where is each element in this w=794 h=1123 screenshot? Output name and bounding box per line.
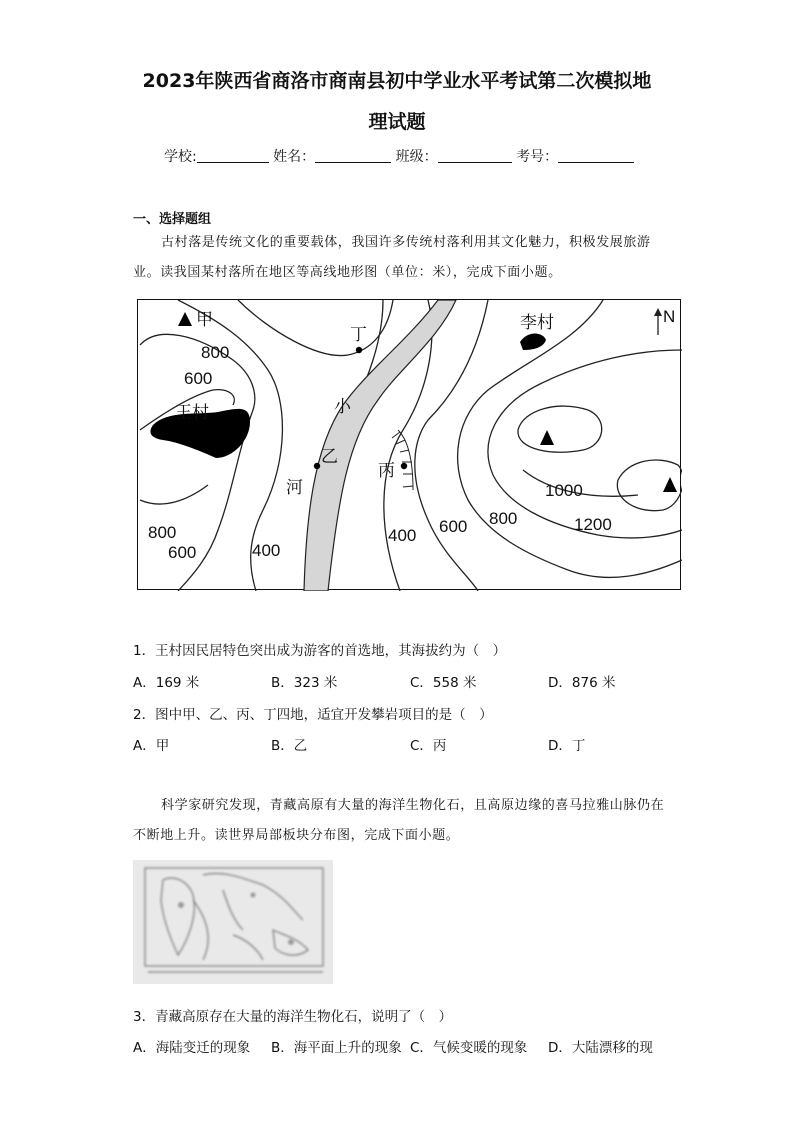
contour-line <box>518 406 602 452</box>
contour-label: 1000 <box>545 481 583 500</box>
class-label: 班级： <box>395 149 438 165</box>
q1-option-a[interactable]: A．169 米 <box>133 675 200 691</box>
question-3-options <box>133 1036 693 1056</box>
intro-paragraph-2 <box>133 791 671 851</box>
river <box>304 300 456 591</box>
plate-map-image <box>133 860 333 984</box>
contour-label: 600 <box>184 369 213 388</box>
q3-option-b[interactable]: B．海平面上升的现象 <box>271 1040 402 1056</box>
contour-label: 800 <box>201 343 230 362</box>
q1-option-d[interactable]: D．876 米 <box>548 675 616 691</box>
plate-map-svg <box>133 860 333 984</box>
peak-triangle-icon <box>178 312 192 326</box>
point-bing <box>401 463 407 469</box>
q3-option-a[interactable]: A．海陆变迁的现象 <box>133 1040 251 1056</box>
q1-option-c[interactable]: C．558 米 <box>410 675 477 691</box>
contour-label: 600 <box>439 517 468 536</box>
cliff-line <box>398 430 413 490</box>
contour-map-svg <box>138 300 682 591</box>
label-river-2: 河 <box>286 478 303 497</box>
contour-label: 400 <box>388 526 417 545</box>
contour-label: 800 <box>489 509 518 528</box>
label-north: N <box>663 307 676 326</box>
class-blank[interactable] <box>438 148 512 163</box>
intro-paragraph-1 <box>133 228 671 288</box>
point-yi <box>314 463 320 469</box>
q3-option-d[interactable]: D．大陆漂移的现 <box>548 1040 653 1056</box>
contour-label: 1200 <box>574 515 612 534</box>
label-ding: 丁 <box>350 325 367 344</box>
label-wangcun: 王村 <box>175 403 209 422</box>
question-1-stem: 1．王村因民居特色突出成为游客的首选地，其海拔约为（ ） <box>133 643 507 659</box>
question-2-options <box>133 734 693 754</box>
q2-option-a[interactable]: A．甲 <box>133 738 170 754</box>
label-jia: 甲 <box>196 310 213 329</box>
q3-option-c[interactable]: C．气候变暖的现象 <box>410 1040 528 1056</box>
contour-line <box>140 485 208 504</box>
q2-option-b[interactable]: B．乙 <box>271 738 308 754</box>
student-info-row <box>164 146 634 166</box>
contour-label: 600 <box>168 543 197 562</box>
question-2-stem: 2．图中甲、乙、丙、丁四地，适宜开发攀岩项目的是（ ） <box>133 707 493 723</box>
label-licun: 李村 <box>520 313 554 332</box>
intro-text-1: 古村落是传统文化的重要载体，我国许多传统村落利用其文化魅力，积极发展旅游业。读我国某村落所在地区等高线地形图（单位：米），完成下面小题。 <box>133 235 651 280</box>
question-1-options <box>133 671 693 691</box>
label-river-1: 小 <box>334 397 351 416</box>
licun-village <box>520 334 546 351</box>
contour-label: 400 <box>252 541 281 560</box>
q2-option-c[interactable]: C．丙 <box>410 738 447 754</box>
q1-option-b[interactable]: B．323 米 <box>271 675 338 691</box>
school-blank[interactable] <box>197 148 269 163</box>
q2-option-d[interactable]: D．丁 <box>548 738 586 754</box>
contour-label: 800 <box>148 523 177 542</box>
intro-text-2: 科学家研究发现，青藏高原有大量的海洋生物化石，且高原边缘的喜马拉雅山脉仍在不断地上升。读世界局部板块分布图，完成下面小题。 <box>133 798 665 843</box>
contour-line <box>458 300 682 577</box>
number-label: 考号： <box>516 149 559 165</box>
exam-title-line1: 2023年陕西省商洛市商南县初中学业水平考试第二次模拟地 <box>142 70 652 92</box>
name-blank[interactable] <box>315 148 391 163</box>
label-bing: 丙 <box>378 461 395 480</box>
exam-title-line2: 理试题 <box>368 111 426 133</box>
question-3-stem: 3．青藏高原存在大量的海洋生物化石，说明了（ ） <box>133 1009 453 1025</box>
contour-map <box>137 299 681 590</box>
school-label: 学校: <box>164 149 197 165</box>
peak-triangle-icon <box>540 430 554 445</box>
section-heading: 一、选择题组 <box>133 212 212 227</box>
number-blank[interactable] <box>558 148 634 163</box>
peak-triangle-icon <box>663 477 677 492</box>
point-ding <box>356 347 362 353</box>
contour-line <box>238 300 393 356</box>
name-label: 姓名： <box>273 149 316 165</box>
label-yi: 乙 <box>321 447 338 466</box>
